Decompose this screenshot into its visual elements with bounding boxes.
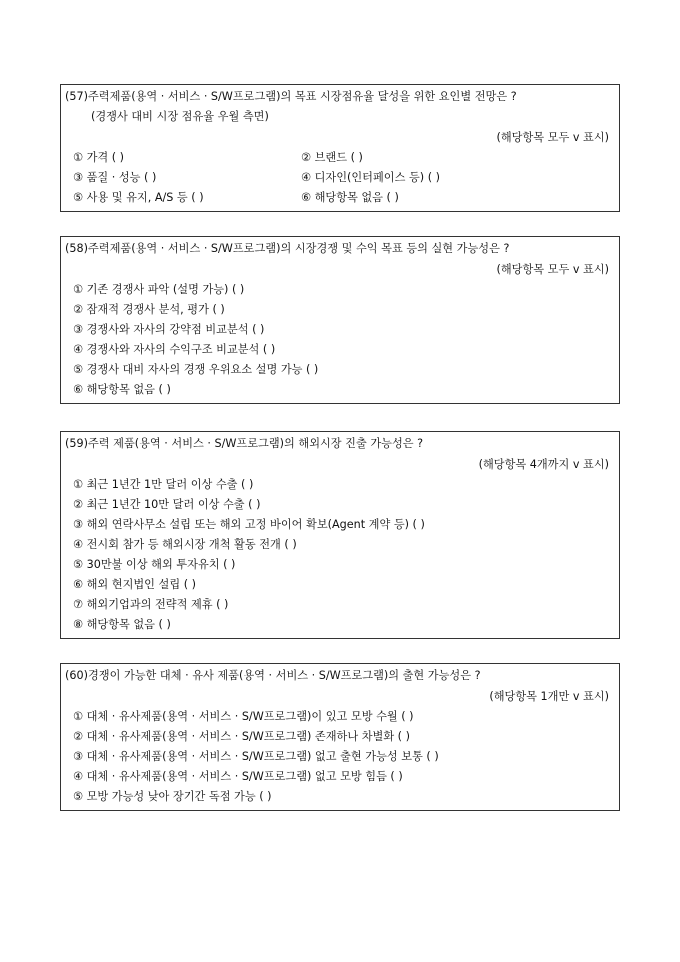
option-item[interactable]: ④ 전시회 참가 등 해외시장 개척 활동 전개 ( ) bbox=[73, 538, 297, 551]
question-60-instruction: (해당항목 1개만 v 표시) bbox=[489, 690, 609, 703]
option-item[interactable]: ④ 대체 · 유사제품(용역 · 서비스 · S/W프로그램) 없고 모방 힘듬 ( ) bbox=[73, 770, 403, 783]
option-item[interactable]: ④ 경쟁사와 자사의 수익구조 비교분석 ( ) bbox=[73, 343, 276, 356]
option-quality[interactable]: ③ 품질 · 성능 ( ) bbox=[73, 171, 157, 184]
option-item[interactable]: ⑥ 해외 현지법인 설립 ( ) bbox=[73, 578, 196, 591]
option-price[interactable]: ① 가격 ( ) bbox=[73, 151, 125, 164]
question-59-instruction: (해당항목 4개까지 v 표시) bbox=[478, 458, 609, 471]
question-60-heading bbox=[65, 666, 613, 686]
option-item[interactable]: ⑥ 해당항목 없음 ( ) bbox=[73, 383, 171, 396]
question-57-number: (57) bbox=[65, 90, 88, 103]
option-item[interactable]: ③ 해외 연락사무소 설립 또는 해외 고정 바이어 확보(Agent 계약 등) ( ) bbox=[73, 518, 425, 531]
question-57-box bbox=[60, 84, 620, 212]
option-item[interactable]: ③ 대체 · 유사제품(용역 · 서비스 · S/W프로그램) 없고 출현 가능성 보통 ( ) bbox=[73, 750, 439, 763]
option-item[interactable]: ① 최근 1년간 1만 달러 이상 수출 ( ) bbox=[73, 478, 254, 491]
option-design[interactable]: ④ 디자인(인터페이스 등) ( ) bbox=[301, 171, 440, 184]
question-57-options bbox=[65, 148, 613, 208]
question-58-title: 주력제품(용역 · 서비스 · S/W프로그램)의 시장경쟁 및 수익 목표 등의 실현 가능성은 ? bbox=[87, 242, 510, 255]
option-item[interactable]: ③ 경쟁사와 자사의 강약점 비교분석 ( ) bbox=[73, 323, 265, 336]
option-item[interactable]: ⑤ 30만불 이상 해외 투자유치 ( ) bbox=[73, 558, 236, 571]
question-57-instruction: (해당항목 모두 v 표시) bbox=[496, 131, 609, 144]
option-brand[interactable]: ② 브랜드 ( ) bbox=[301, 151, 363, 164]
question-59-number: (59) bbox=[65, 437, 88, 450]
question-57-heading bbox=[65, 87, 613, 107]
option-item[interactable]: ⑦ 해외기업과의 전략적 제휴 ( ) bbox=[73, 598, 229, 611]
question-58-heading bbox=[65, 239, 613, 259]
option-item[interactable]: ① 기존 경쟁사 파악 (설명 가능) ( ) bbox=[73, 283, 245, 296]
question-57-subtitle: (경쟁사 대비 시장 점유율 우월 측면) bbox=[91, 110, 269, 123]
option-item[interactable]: ① 대체 · 유사제품(용역 · 서비스 · S/W프로그램)이 있고 모방 수월 ( ) bbox=[73, 710, 414, 723]
question-58-instruction: (해당항목 모두 v 표시) bbox=[496, 263, 609, 276]
option-none[interactable]: ⑥ 해당항목 없음 ( ) bbox=[301, 191, 399, 204]
question-59-box bbox=[60, 431, 620, 639]
option-item[interactable]: ② 대체 · 유사제품(용역 · 서비스 · S/W프로그램) 존재하나 차별화 ( ) bbox=[73, 730, 410, 743]
question-59-title: 주력 제품(용역 · 서비스 · S/W프로그램)의 해외시장 진출 가능성은 ? bbox=[87, 437, 424, 450]
option-item[interactable]: ② 잠재적 경쟁사 분석, 평가 ( ) bbox=[73, 303, 225, 316]
question-58-box bbox=[60, 236, 620, 404]
question-59-heading bbox=[65, 434, 613, 454]
question-60-box bbox=[60, 663, 620, 811]
option-item[interactable]: ⑧ 해당항목 없음 ( ) bbox=[73, 618, 171, 631]
option-item[interactable]: ⑤ 모방 가능성 낮아 장기간 독점 가능 ( ) bbox=[73, 790, 272, 803]
question-60-title: 경쟁이 가능한 대체 · 유사 제품(용역 · 서비스 · S/W프로그램)의 출현 가능성은 ? bbox=[87, 669, 481, 682]
question-60-number: (60) bbox=[65, 669, 88, 682]
option-item[interactable]: ⑤ 경쟁사 대비 자사의 경쟁 우위요소 설명 가능 ( ) bbox=[73, 363, 319, 376]
option-item[interactable]: ② 최근 1년간 10만 달러 이상 수출 ( ) bbox=[73, 498, 261, 511]
option-service[interactable]: ⑤ 사용 및 유지, A/S 등 ( ) bbox=[73, 191, 204, 204]
question-57-title: 주력제품(용역 · 서비스 · S/W프로그램)의 목표 시장점유율 달성을 위한 요인별 전망은 ? bbox=[87, 90, 517, 103]
question-58-number: (58) bbox=[65, 242, 88, 255]
